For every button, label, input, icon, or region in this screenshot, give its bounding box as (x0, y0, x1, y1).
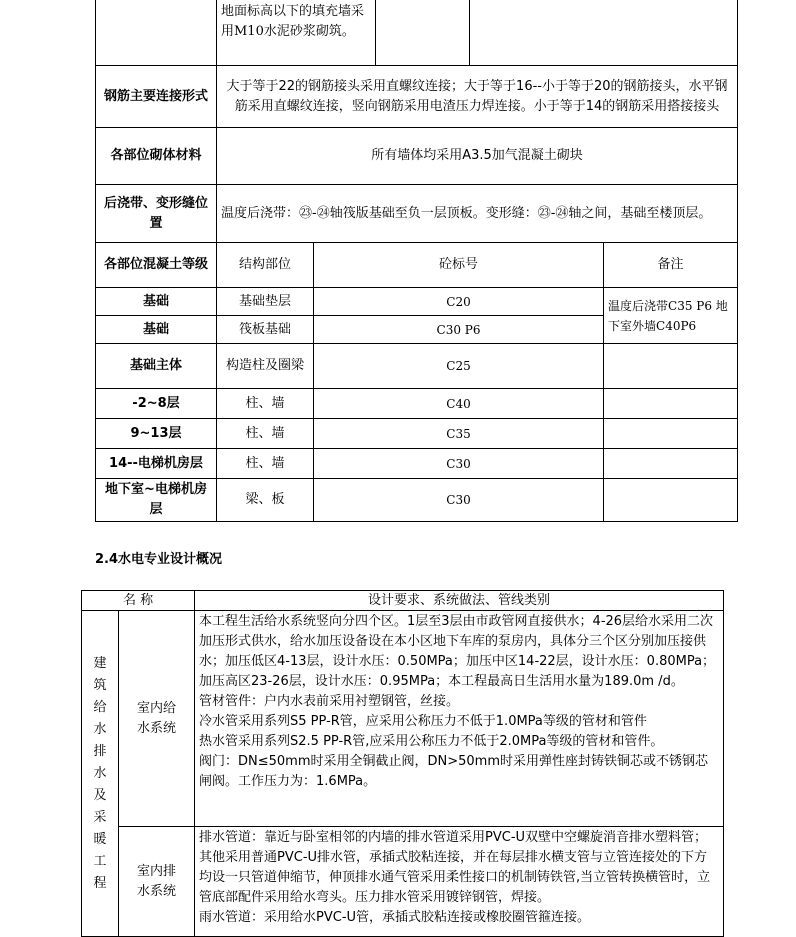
table-row (96, 128, 738, 185)
structure-cell: 柱、墙 (217, 389, 314, 419)
paragraph: 管材管件：户内水表前采用衬塑钢管，丝接。 (199, 694, 460, 709)
table-row (96, 0, 738, 66)
part-cell: 基础 (96, 288, 217, 316)
paragraph: 排水管道：靠近与卧室相邻的内墙的排水管道采用PVC-U双壁中空螺旋消音排水塑料管；其他采用普通PVC-U排水管，承插式胶粘连接，并在每层排水横支管与立管连接处的下方均设一只管道伸缩节，伸顶排水通气管采用柔性接口的机制铸铁管,当立管转换横管时，立管底部配件采用给水弯头。压力排水管采用镀锌钢管，焊接。 (199, 830, 711, 905)
system-label-water-supply: 室内给水系统 (119, 611, 195, 827)
table-row (96, 449, 738, 479)
part-cell: 14--电梯机房层 (96, 449, 217, 479)
row-label-joint: 后浇带、变形缝位置 (96, 185, 217, 243)
paragraph: 阀门：DN≤50mm时采用全铜截止阀，DN>50mm时采用弹性座封铸铁铜芯或不锈钢芯闸阀。工作压力为：1.6MPa。 (199, 754, 709, 789)
empty-cell (604, 479, 738, 522)
part-cell: -2~8层 (96, 389, 217, 419)
paragraph: 本工程生活给水系统竖向分四个区。1层至3层由市政管网直接供水；4-26层给水采用二次加压形式供水，给水加压设备设在本小区地下车库的泵房内，具体分三个区分别加压接供水；加压低区4-13层，设计水压：0.50MPa；加压中区14-22层，设计水压：0.80MPa；加压高区23-26层，设计水压：0.95MPa；本工程最高日生活用水量为189.0m /d。 (199, 614, 716, 689)
empty-cell (604, 419, 738, 449)
table-row (82, 827, 724, 937)
table-cell: 地面标高以下的填充墙采用M10水泥砂浆砌筑。 (217, 0, 376, 66)
table-row (82, 611, 724, 827)
table-row (96, 419, 738, 449)
grade-cell: C25 (314, 344, 604, 389)
table-row (96, 288, 738, 316)
grade-cell: C30 P6 (314, 316, 604, 344)
drainage-description (195, 827, 724, 937)
part-cell: 地下室~电梯机房层 (96, 479, 217, 522)
structure-summary-table (95, 0, 738, 522)
section-heading: 2.4水电专业设计概况 (95, 552, 223, 567)
row-value-masonry: 所有墙体均采用A3.5加气混凝土砌块 (217, 128, 738, 185)
table-row (96, 389, 738, 419)
table-row (96, 479, 738, 522)
paragraph: 冷水管采用系列S5 PP-R管，应采用公称压力不低于1.0MPa等级的管材和管件 (199, 714, 647, 729)
grade-cell: C30 (314, 449, 604, 479)
empty-cell (604, 389, 738, 419)
grade-cell: C35 (314, 419, 604, 449)
row-value-rebar: 大于等于22的钢筋接头采用直螺纹连接；大于等于16--小于等于20的钢筋接头，水平钢筋采用直螺纹连接，竖向钢筋采用电渣压力焊连接。小于等于14的钢筋采用搭接接头 (217, 66, 738, 128)
column-header-name: 名 称 (82, 591, 195, 611)
empty-cell (604, 344, 738, 389)
table-row (96, 344, 738, 389)
grade-cell: C40 (314, 389, 604, 419)
water-supply-description (195, 611, 724, 827)
paragraph: 雨水管道：采用给水PVC-U管，承插式胶粘连接或橡胶圈管箍连接。 (199, 910, 591, 925)
column-header-structure: 结构部位 (217, 243, 314, 288)
structure-cell: 构造柱及圈梁 (217, 344, 314, 389)
empty-cell (96, 0, 217, 66)
row-label-rebar: 钢筋主要连接形式 (96, 66, 217, 128)
empty-cell (604, 449, 738, 479)
mep-design-table (81, 590, 724, 937)
table-row (96, 66, 738, 128)
structure-cell: 柱、墙 (217, 419, 314, 449)
row-label-masonry: 各部位砌体材料 (96, 128, 217, 185)
structure-cell: 筏板基础 (217, 316, 314, 344)
table-header-row (82, 591, 724, 611)
table-row (96, 185, 738, 243)
part-cell: 基础主体 (96, 344, 217, 389)
structure-cell: 基础垫层 (217, 288, 314, 316)
paragraph: 热水管采用系列S2.5 PP-R管,应采用公称压力不低于2.0MPa等级的管材和管件。 (199, 734, 664, 749)
empty-cell (470, 0, 738, 66)
grade-cell: C30 (314, 479, 604, 522)
grade-cell: C20 (314, 288, 604, 316)
empty-cell (376, 0, 470, 66)
structure-cell: 梁、板 (217, 479, 314, 522)
column-header-part: 各部位混凝土等级 (96, 243, 217, 288)
part-cell: 基础 (96, 316, 217, 344)
column-header-grade: 砼标号 (314, 243, 604, 288)
column-header-note: 备注 (604, 243, 738, 288)
row-value-joint: 温度后浇带：㉓-㉔轴筏版基础至负一层顶板。变形缝：㉓-㉔轴之间，基础至楼顶层。 (217, 185, 738, 243)
column-header-desc: 设计要求、系统做法、管线类别 (195, 591, 724, 611)
structure-cell: 柱、墙 (217, 449, 314, 479)
system-label-drainage: 室内排水系统 (119, 827, 195, 937)
part-cell: 9~13层 (96, 419, 217, 449)
table-header-row (96, 243, 738, 288)
note-cell: 温度后浇带C35 P6 地下室外墙C40P6 (604, 288, 738, 344)
category-cell: 建筑给水排水及采暖工程 (82, 611, 119, 937)
